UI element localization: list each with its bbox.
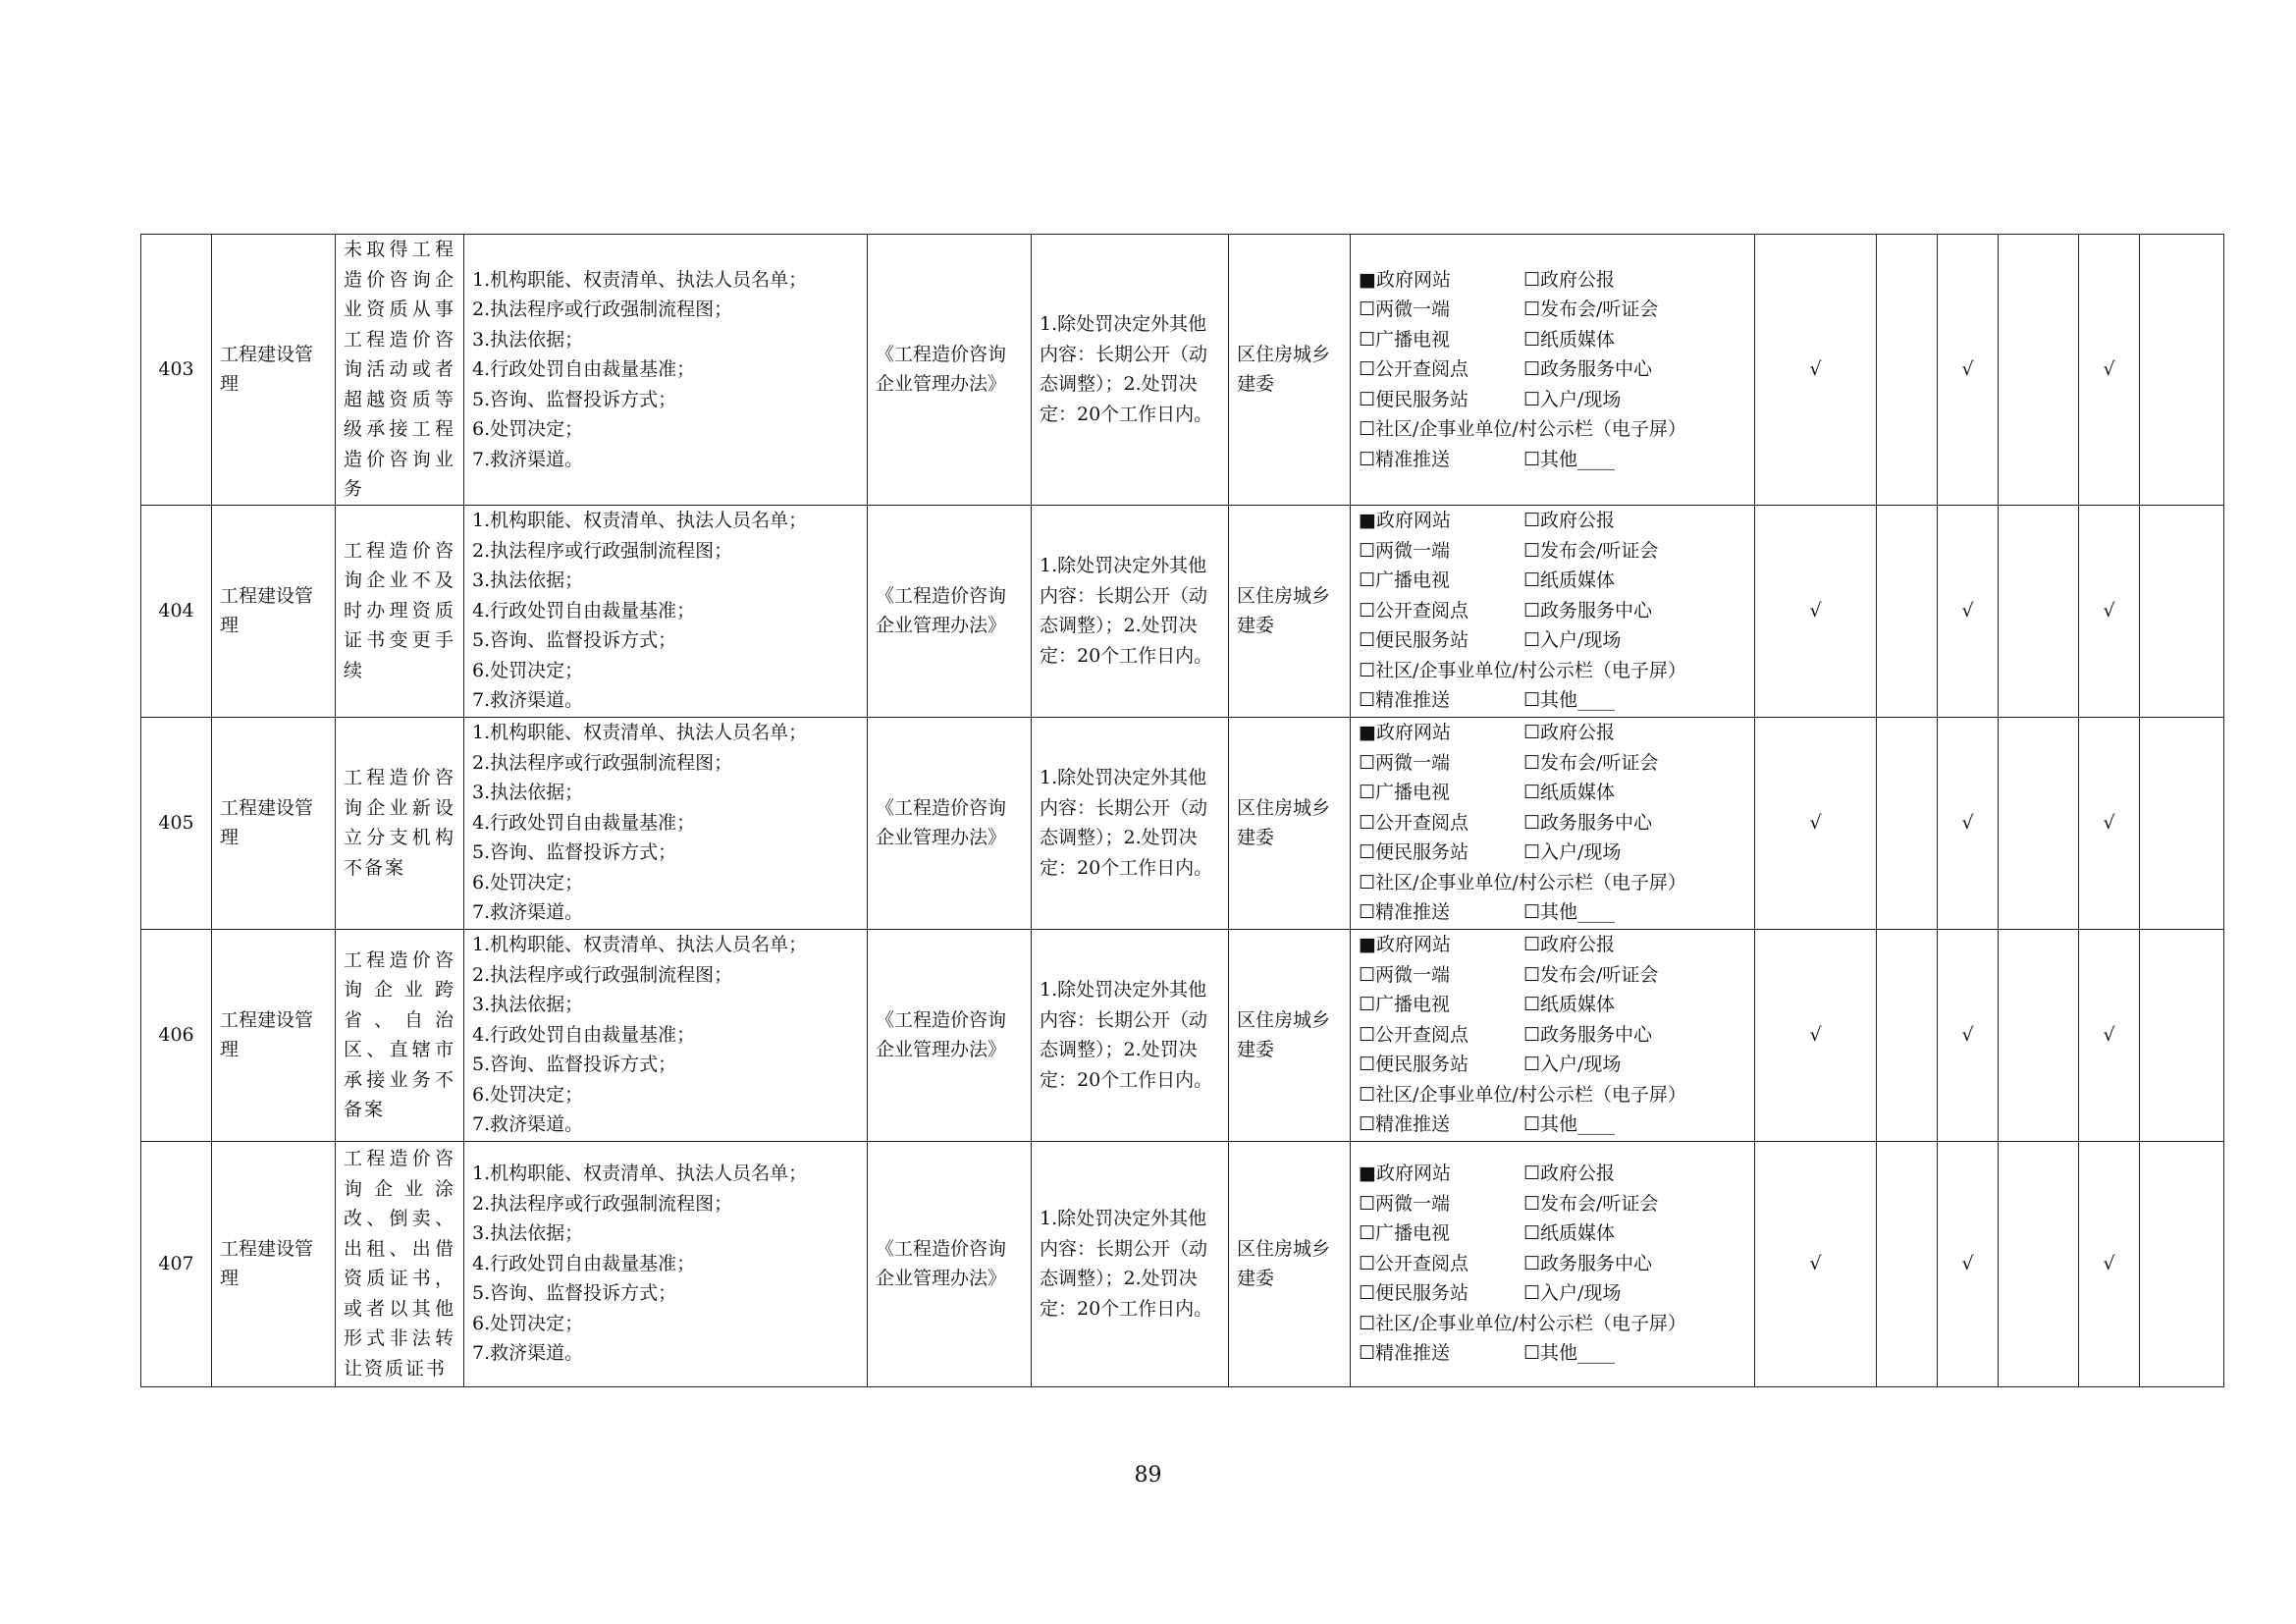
channel-option-gov-gazette: ☐政府公报 [1523,1163,1616,1185]
channel-option-service-center: ☐政务服务中心 [1523,1252,1653,1274]
channel-option-wechat: ☐两微一端 [1359,1192,1451,1215]
channel-option-other: ☐其他____ [1523,901,1616,924]
channel-option-gov-gazette: ☐政府公报 [1523,934,1616,956]
channel-option-station: ☐便民服务站 [1359,388,1469,410]
content-line: 5.咨询、监督投诉方式； [472,388,677,410]
department-cell [1229,1141,1351,1386]
channel-option-reading: ☐公开查阅点 [1359,358,1469,380]
channel-option-wechat: ☐两微一端 [1359,539,1451,562]
content-line: 3.执法依据； [472,1222,584,1245]
row-number: 405 [158,811,194,834]
violation-item-cell [336,1141,464,1386]
disclosure-timing-cell [1032,235,1229,506]
content-line: 6.处罚决定； [472,1312,584,1334]
empty-cell [1999,505,2079,717]
channels-cell [1351,505,1755,717]
channel-option-gov-gazette: ☐政府公报 [1523,268,1616,291]
channel-option-gov-gazette: ☐政府公报 [1523,722,1616,744]
channel-option-press: ☐发布会/听证会 [1523,1192,1659,1215]
channel-options [1359,506,1746,716]
row-number-cell [141,1141,212,1386]
legal-basis-cell [868,235,1032,506]
category-cell [212,929,336,1141]
content-line: 4.行政处罚自由裁量基准； [472,811,696,834]
checkmark-cell [2079,505,2140,717]
category-cell [212,1141,336,1386]
category-cell [212,717,336,929]
content-line: 3.执法依据； [472,994,584,1016]
checkmark-cell [1938,717,1999,929]
row-number: 404 [158,599,194,622]
checkmark: √ [2103,811,2115,834]
content-line: 4.行政处罚自由裁量基准； [472,1023,696,1046]
department-cell [1229,505,1351,717]
row-number: 403 [158,358,194,380]
empty-cell [2140,1141,2224,1386]
channel-option-push: ☐精准推送 [1359,901,1451,924]
disclosure-content-cell [464,235,868,506]
empty-cell [1877,717,1938,929]
content-line: 4.行政处罚自由裁量基准； [472,599,696,622]
violation-item-text: 工程造价咨询企业新设立分支机构不备案 [344,767,455,879]
checkmark: √ [1809,1023,1822,1046]
category-text: 工程建设管理 [220,1008,314,1060]
channel-option-board: ☐社区/企事业单位/村公示栏（电子屏） [1359,1312,1686,1334]
content-line: 3.执法依据； [472,782,584,804]
channel-option-paper: ☐纸质媒体 [1523,569,1616,592]
checkmark-cell [2079,235,2140,506]
channel-option-push: ☐精准推送 [1359,1113,1451,1136]
channel-option-reading: ☐公开查阅点 [1359,599,1469,622]
empty-cell [1877,929,1938,1141]
content-line: 1.机构职能、权责清单、执法人员名单； [472,934,808,956]
content-line: 4.行政处罚自由裁量基准； [472,358,696,380]
department-cell [1229,717,1351,929]
category-cell [212,235,336,506]
empty-cell [2140,505,2224,717]
department-text: 区住房城乡建委 [1237,584,1331,636]
legal-basis-cell [868,1141,1032,1386]
empty-cell [1999,1141,2079,1386]
checkmark: √ [2103,599,2115,622]
content-line: 5.咨询、监督投诉方式； [472,629,677,652]
disclosure-timing-text: 1.除处罚决定外其他内容：长期公开（动态调整）；2.处罚决定：20个工作日内。 [1040,767,1213,879]
legal-basis-text: 《工程造价咨询企业管理办法》 [876,1008,1007,1060]
empty-cell [2140,235,2224,506]
channel-option-service-center: ☐政务服务中心 [1523,811,1653,834]
channel-option-onsite: ☐入户/现场 [1523,388,1622,410]
content-line: 4.行政处罚自由裁量基准； [472,1252,696,1274]
content-line: 2.执法程序或行政强制流程图； [472,298,733,320]
content-line: 3.执法依据； [472,569,584,592]
violation-item-text: 未取得工程造价咨询企业资质从事工程造价咨询活动或者超越资质等级承接工程造价咨询业务 [344,239,455,500]
table-body [141,235,2224,1387]
channels-cell [1351,1141,1755,1386]
page-number: 89 [1134,1463,1162,1488]
content-line: 2.执法程序或行政强制流程图； [472,751,733,774]
category-text: 工程建设管理 [220,1237,314,1289]
content-line: 7.救济渠道。 [472,1113,584,1136]
empty-cell [1999,929,2079,1141]
content-line: 1.机构职能、权责清单、执法人员名单； [472,1163,808,1185]
checkmark: √ [2103,1252,2115,1274]
disclosure-content-cell [464,929,868,1141]
checkmark-cell [1755,717,1877,929]
legal-basis-text: 《工程造价咨询企业管理办法》 [876,343,1007,396]
channel-option-wechat: ☐两微一端 [1359,751,1451,774]
legal-basis-text: 《工程造价咨询企业管理办法》 [876,584,1007,636]
checkmark: √ [1961,811,1974,834]
row-number: 406 [158,1023,194,1046]
row-number-cell [141,235,212,506]
checkmark: √ [1961,1023,1974,1046]
content-line: 7.救济渠道。 [472,901,584,924]
channel-option-wechat: ☐两微一端 [1359,298,1451,320]
checkmark-cell [1938,235,1999,506]
violation-item-text: 工程造价咨询企业不及时办理资质证书变更手续 [344,539,455,681]
channel-option-paper: ☐纸质媒体 [1523,1222,1616,1245]
department-cell [1229,235,1351,506]
violation-item-text: 工程造价咨询企业跨省、自治区、直辖市承接业务不备案 [344,948,455,1120]
disclosure-timing-cell [1032,929,1229,1141]
channel-option-reading: ☐公开查阅点 [1359,1252,1469,1274]
channel-option-gov-website: ■政府网站 [1359,1163,1451,1185]
checkmark-cell [1755,505,1877,717]
channel-option-board: ☐社区/企事业单位/村公示栏（电子屏） [1359,418,1686,440]
channel-option-other: ☐其他____ [1523,448,1616,470]
channel-option-gov-website: ■政府网站 [1359,510,1451,532]
empty-cell [1999,717,2079,929]
channel-option-onsite: ☐入户/现场 [1523,1054,1622,1076]
disclosure-content-cell [464,505,868,717]
disclosure-timing-cell [1032,717,1229,929]
department-text: 区住房城乡建委 [1237,796,1331,848]
channels-cell [1351,717,1755,929]
channel-option-board: ☐社区/企事业单位/村公示栏（电子屏） [1359,871,1686,893]
channel-option-reading: ☐公开查阅点 [1359,1023,1469,1046]
channel-option-other: ☐其他____ [1523,689,1616,712]
checkmark-cell [1755,235,1877,506]
content-line: 1.机构职能、权责清单、执法人员名单； [472,268,808,291]
disclosure-timing-text: 1.除处罚决定外其他内容：长期公开（动态调整）；2.处罚决定：20个工作日内。 [1040,979,1213,1091]
row-number: 407 [158,1252,194,1274]
channel-option-station: ☐便民服务站 [1359,629,1469,652]
empty-cell [1877,505,1938,717]
row-number-cell [141,505,212,717]
category-cell [212,505,336,717]
category-text: 工程建设管理 [220,796,314,848]
channel-option-board: ☐社区/企事业单位/村公示栏（电子屏） [1359,1083,1686,1106]
checkmark: √ [1809,811,1822,834]
channel-options [1359,1159,1746,1369]
legal-basis-text: 《工程造价咨询企业管理办法》 [876,1237,1007,1289]
content-line: 7.救济渠道。 [472,1342,584,1365]
disclosure-timing-text: 1.除处罚决定外其他内容：长期公开（动态调整）；2.处罚决定：20个工作日内。 [1040,1208,1213,1320]
channel-option-paper: ☐纸质媒体 [1523,328,1616,351]
channel-option-gov-website: ■政府网站 [1359,722,1451,744]
category-text: 工程建设管理 [220,584,314,636]
channel-option-service-center: ☐政务服务中心 [1523,358,1653,380]
table-row [141,717,2224,929]
department-text: 区住房城乡建委 [1237,343,1331,396]
checkmark: √ [2103,1023,2115,1046]
channel-option-wechat: ☐两微一端 [1359,963,1451,986]
channel-option-push: ☐精准推送 [1359,1342,1451,1365]
empty-cell [2140,717,2224,929]
channel-option-other: ☐其他____ [1523,1342,1616,1365]
disclosure-timing-text: 1.除处罚决定外其他内容：长期公开（动态调整）；2.处罚决定：20个工作日内。 [1040,555,1213,667]
violation-item-cell [336,505,464,717]
legal-basis-cell [868,929,1032,1141]
checkmark-cell [1938,929,1999,1141]
content-line: 5.咨询、监督投诉方式； [472,841,677,864]
channels-cell [1351,929,1755,1141]
content-line: 6.处罚决定； [472,659,584,681]
channel-option-station: ☐便民服务站 [1359,1054,1469,1076]
content-line: 7.救济渠道。 [472,448,584,470]
empty-cell [1877,1141,1938,1386]
content-line: 5.咨询、监督投诉方式； [472,1054,677,1076]
content-line: 1.机构职能、权责清单、执法人员名单； [472,510,808,532]
channel-option-tv: ☐广播电视 [1359,994,1451,1016]
table-row [141,929,2224,1141]
department-text: 区住房城乡建委 [1237,1237,1331,1289]
channel-options [1359,930,1746,1140]
channel-option-tv: ☐广播电视 [1359,569,1451,592]
row-number-cell [141,717,212,929]
channel-option-press: ☐发布会/听证会 [1523,539,1659,562]
channel-option-press: ☐发布会/听证会 [1523,751,1659,774]
legal-basis-text: 《工程造价咨询企业管理办法》 [876,796,1007,848]
table-row [141,1141,2224,1386]
channel-option-reading: ☐公开查阅点 [1359,811,1469,834]
content-line: 2.执法程序或行政强制流程图； [472,963,733,986]
checkmark-cell [1938,505,1999,717]
channel-option-push: ☐精准推送 [1359,448,1451,470]
category-text: 工程建设管理 [220,343,314,396]
content-line: 5.咨询、监督投诉方式； [472,1282,677,1305]
checkmark-cell [1755,1141,1877,1386]
channel-options [1359,718,1746,928]
checkmark: √ [1809,1252,1822,1274]
checkmark: √ [1809,599,1822,622]
checkmark-cell [1938,1141,1999,1386]
channel-options [1359,265,1746,475]
checkmark-cell [2079,1141,2140,1386]
checkmark-cell [1755,929,1877,1141]
content-line: 3.执法依据； [472,328,584,351]
disclosure-content-cell [464,717,868,929]
channel-option-other: ☐其他____ [1523,1113,1616,1136]
checkmark: √ [1961,599,1974,622]
checkmark-cell [2079,717,2140,929]
content-line: 2.执法程序或行政强制流程图； [472,539,733,562]
content-line: 6.处罚决定； [472,871,584,893]
channel-option-onsite: ☐入户/现场 [1523,841,1622,864]
channel-option-onsite: ☐入户/现场 [1523,629,1622,652]
checkmark: √ [2103,358,2115,380]
violation-item-cell [336,235,464,506]
disclosure-table [140,234,2224,1387]
table-row [141,505,2224,717]
department-cell [1229,929,1351,1141]
violation-item-cell [336,929,464,1141]
department-text: 区住房城乡建委 [1237,1008,1331,1060]
channel-option-press: ☐发布会/听证会 [1523,298,1659,320]
channel-option-press: ☐发布会/听证会 [1523,963,1659,986]
empty-cell [1877,235,1938,506]
empty-cell [2140,929,2224,1141]
empty-cell [1999,235,2079,506]
table-row [141,235,2224,506]
checkmark: √ [1809,358,1822,380]
channel-option-paper: ☐纸质媒体 [1523,782,1616,804]
content-line: 6.处罚决定； [472,418,584,440]
disclosure-timing-cell [1032,1141,1229,1386]
channel-option-tv: ☐广播电视 [1359,1222,1451,1245]
channel-option-service-center: ☐政务服务中心 [1523,599,1653,622]
channels-cell [1351,235,1755,506]
disclosure-timing-text: 1.除处罚决定外其他内容：长期公开（动态调整）；2.处罚决定：20个工作日内。 [1040,313,1213,425]
checkmark: √ [1961,358,1974,380]
channel-option-tv: ☐广播电视 [1359,782,1451,804]
channel-option-gov-website: ■政府网站 [1359,934,1451,956]
channel-option-service-center: ☐政务服务中心 [1523,1023,1653,1046]
violation-item-cell [336,717,464,929]
row-number-cell [141,929,212,1141]
content-line: 2.执法程序或行政强制流程图； [472,1192,733,1215]
channel-option-gov-gazette: ☐政府公报 [1523,510,1616,532]
channel-option-push: ☐精准推送 [1359,689,1451,712]
checkmark-cell [2079,929,2140,1141]
content-line: 6.处罚决定； [472,1083,584,1106]
legal-basis-cell [868,505,1032,717]
violation-item-text: 工程造价咨询企业涂改、倒卖、出租、出借资质证书，或者以其他形式非法转让资质证书 [344,1148,455,1380]
content-line: 1.机构职能、权责清单、执法人员名单； [472,722,808,744]
channel-option-gov-website: ■政府网站 [1359,268,1451,291]
channel-option-board: ☐社区/企事业单位/村公示栏（电子屏） [1359,659,1686,681]
channel-option-station: ☐便民服务站 [1359,1282,1469,1305]
channel-option-tv: ☐广播电视 [1359,328,1451,351]
channel-option-station: ☐便民服务站 [1359,841,1469,864]
channel-option-onsite: ☐入户/现场 [1523,1282,1622,1305]
disclosure-timing-cell [1032,505,1229,717]
legal-basis-cell [868,717,1032,929]
channel-option-paper: ☐纸质媒体 [1523,994,1616,1016]
checkmark: √ [1961,1252,1974,1274]
disclosure-content-cell [464,1141,868,1386]
content-line: 7.救济渠道。 [472,689,584,712]
